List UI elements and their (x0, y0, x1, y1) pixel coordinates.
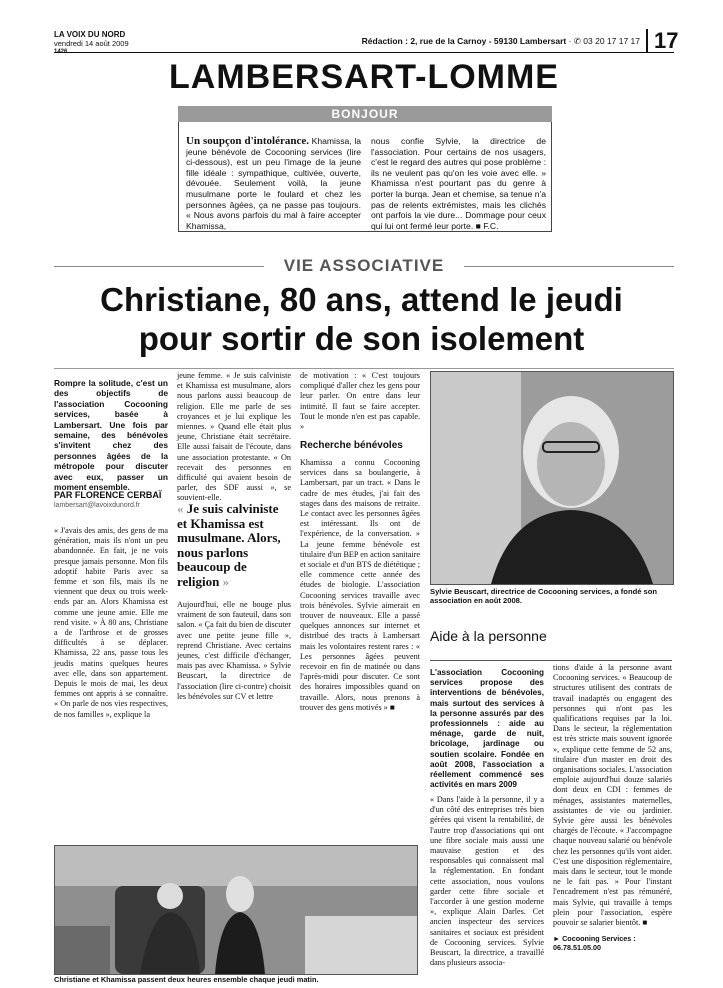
redaction-address: 2, rue de la Carnoy - 59130 Lambersart (410, 36, 567, 46)
kicker: VIE ASSOCIATIVE (283, 256, 445, 275)
issue-date: vendredi 14 août 2009 (54, 39, 129, 48)
bonjour-label: BONJOUR (178, 106, 552, 122)
bonjour-column-1 (186, 136, 361, 231)
photo-2-caption: Christiane et Khamissa passent deux heures ensemble chaque jeudi matin. (54, 975, 319, 984)
portrait-illustration (431, 372, 673, 584)
author-email: lambersart@lavoixdunord.fr (54, 502, 141, 509)
article-column-2-bottom: Aujourd'hui, elle ne bouge plus vraiment de son fauteuil, dans son salon. « Ça fait du bien de discuter avec une petite jeune fille », reprend Christiane. Avec certains jeunes, c'est difficile d'échanger, mais pas avec Khamissa. » Sylvie Beuscart, la directrice de l'association (lire ci-contre) choisit les bénévoles sur CV et lettre (177, 600, 291, 701)
headline-line-2: pour sortir de son isolement (138, 320, 585, 357)
edition-number: 1426 (54, 49, 68, 55)
byline: PAR FLORENCE CERBAÏ (54, 490, 162, 500)
sidebar-column-2: tions d'aide à la personne avant Cocooning services. « Beaucoup de structures utilisent des contrats de travail inadaptés ou engagent des personnes qui n'ont pas les qualifications requises par la loi. Dans le secteur, la réglementation est très stricte mais souvent ignorée », explique cette femme de 52 ans, titulaire d'un master en droit des organisations sociales. L'association emploie aujourd'hui douze salariés dont deux en CDI : femmes de ménages, assistantes maternelles, assistantes de vie ou jardinier. Sylvie gère aussi les bénévoles chargés de l'écoute. « J'accompagne chaque nouveau salarié ou bénévole chez les personnes qu'ils vont aider. C'est une disposition réglementaire, mais dans le secteur, tout le monde ne le fait pas. » Pour l'instant l'encadrement n'est pas rémunéré, mais Sylvie, qui travaille à temps plein pour l'association, espère pouvoir se salarier bientôt. ■ (553, 663, 672, 928)
sidebar-title: Aide à la personne (430, 628, 547, 644)
photo-sylvie-beuscart (430, 371, 674, 585)
article-column-2-top: jeune femme. « Je suis calviniste et Khamissa est musulmane, alors nous parlons aussi beaucoup de religion. Elle me parle de ses croyances et je lui explique les miennes. » Quand elle était plus jeune, Christiane était secrétaire. Elle aussi faisait de l'écoute, dans une association protestante. « On recevait des personnes en difficulté qui avaient besoin de parler, des SDF aussi », se souvient-elle. (177, 371, 291, 503)
page-number: 17 (646, 29, 678, 53)
redaction-phone: ✆ 03 20 17 17 17 (573, 36, 640, 46)
bonjour-column-2: nous confie Sylvie, la directrice de l'association. Pour certains de nos usagers, c'est le regard des autres qui pose problème : ils ne veulent pas qu'on les voie avec elle. » Khamissa n'est pourtant pas du genre à porter la burqa. Jean et chemise, sa tenue n'a pas de relents extrémistes, mais les clichés ont parfois la vie dure... Dommage pour ceux qui lui ont fermé leur porte. ■ F.C. (371, 136, 546, 231)
section-title: LAMBERSART-LOMME (169, 58, 559, 96)
pull-quote (177, 502, 291, 589)
living-room-illustration (55, 846, 417, 974)
article-column-3-body: Khamissa a connu Cocooning services dans sa boulangerie, à Lambersart, par un tract. « Dans le cadre de mes études, j'ai fait des stages dans des maisons de retraite. Le contact avec les personnes âgées est intéressant. Ils ont de l'expérience, de la conversation. » La jeune femme bénévole est titulaire d'un BEP en action sanitaire et sociale et d'un BTS de diététique ; elle commence cette année des études de biologie. L'association Cocooning services travaille avec trois bénévoles. Sylvie aimerait en trouver de nouveaux. Elle a passé quelques annonces sur internet et distribué des tracts à Lambersart mais les volontaires restent rares : « Les personnes âgées peuvent recevoir en fin de matinée ou dans l'après-midi pour discuter. Ce sont des horaires impossibles quand on travaille. Alors, nous prenons à trouver des gens motivés » ■ (300, 458, 420, 712)
headline-line-1: Christiane, 80 ans, attend le jeudi (100, 281, 623, 318)
redaction-info: Rédaction : 2, rue de la Carnoy - 59130 Lambersart · ✆ 03 20 17 17 17 (361, 36, 640, 46)
header-divider (54, 52, 674, 53)
sidebar-divider (430, 660, 672, 661)
article-standfirst: Rompre la solitude, c'est un des objectifs de l'association Cocooning services, basée à Lambersart. Une fois par semaine, des bénévoles s'invitent chez des personnes âgées de la métropole pour discuter avec eux, passer un moment ensemble. (54, 378, 168, 493)
sidebar-lead: L'association Cocooning services propose des interventions de bénévoles, mais surtout des services à la personne assurés par des professionnels : aide au ménage, garde de nuit, bricolage, jardinage ou soutien scolaire. Fondée en août 2008, l'association a réellement commencé ses activités en mars 2009 (430, 668, 544, 790)
photo-1-caption: Sylvie Beuscart, directrice de Cocooning services, a fondé son association en août 2008. (430, 587, 658, 605)
contact-line: ► Cocooning Services : 06.78.51.05.00 (553, 934, 636, 952)
article-column-3-top: de motivation : « C'est toujours compliqué d'aller chez les gens pour leur parler. On entre dans leur intimité. Il faut se faire accepter. Tout le monde n'en est pas capable. » (300, 371, 420, 432)
newspaper-name: LA VOIX DU NORD (54, 30, 126, 39)
redaction-label: Rédaction : (361, 36, 408, 46)
article-column-1: « J'avais des amis, des gens de ma génération, mais ils n'ont un peu abandonnée. En fait, je ne vois presque jamais personne. Mon fils adoptif habite Paris avec sa femme et son fils, mais ils ne viennent que deux ou trois week-ends par an. Alors Khamissa est comme une jeune amie. Elle me rend visite. » À 80 ans, Christiane a de l'arthrose et de grosses difficultés à se déplacer. Khamissa, 22 ans, passe tous les jeudis matins quelques heures avec elle, dans son appartement. Depuis le mois de mai, les deux femmes ont appris à se connaître. « On parle de nos vies respectives, de nos familles », explique la (54, 526, 168, 719)
open-quote-icon: « (177, 501, 187, 516)
sidebar-column-1: « Dans l'aide à la personne, il y a d'un côté des entreprises très bien gérées qui visent la rentabilité, de l'autre trop d'associations qui ont une fibre sociale mais aussi une mauvaise gestion et des responsables qui connaissent mal la réglementation. En fondant cette association, nous voulons garder cette fibre sociale et l'accorder à une gestion moderne », explique Alain Darles. Cet ancien inspecteur des services sanitaires et sociaux est président de Cocooning services. Sylvie Beuscart, la directrice, a travaillé dans plusieurs associa- (430, 795, 544, 968)
photo-christiane-khamissa (54, 845, 418, 975)
pull-quote-text: Je suis calviniste et Khamissa est musulmane. Alors, nous parlons beaucoup de religion (177, 501, 281, 589)
subhead-volunteers: Recherche bénévoles (300, 440, 403, 451)
headline-divider (54, 368, 674, 369)
bonjour-lead: Un soupçon d'intolérance. (186, 135, 309, 147)
bonjour-text-1: Khamissa, la jeune bénévole de Cocooning services (lire ci-dessous), est un peu l'image de la jeune fille idéale : sympathique, cultivée, ouverte, dévouée. Seulement voilà, la jeune musulmane porte le foulard et chez les personnes âgées, ça ne passe pas toujours. « Nous avons parfois du mal à faire accepter Khamissa, (186, 136, 362, 231)
close-quote-icon: » (219, 573, 230, 589)
